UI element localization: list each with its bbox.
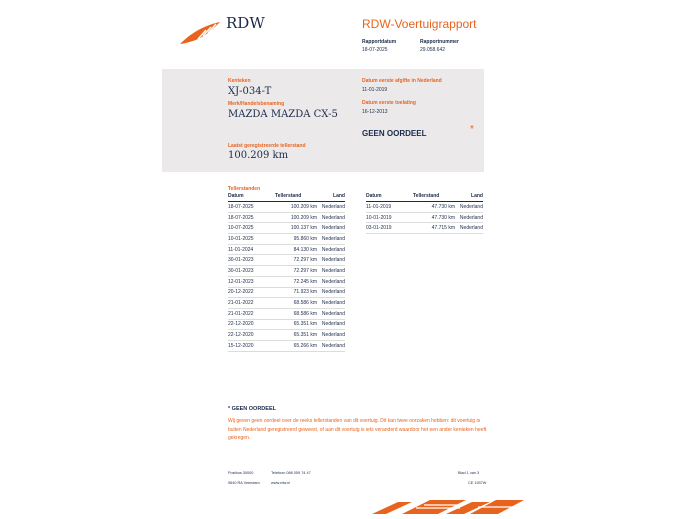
column-header-country: Land [459, 192, 483, 202]
table-row [228, 223, 345, 234]
first-admission-value: 16-12-2013 [362, 109, 388, 115]
table-row [228, 330, 345, 341]
row-date: 21-01-2022 [228, 298, 275, 309]
row-country: Nederland [321, 202, 345, 213]
footer-postcode: 9640 RA Veendam [228, 481, 260, 485]
row-date: 03-01-2019 [366, 223, 413, 234]
column-header-reading: Tellerstand [413, 192, 459, 202]
row-date: 20-12-2022 [228, 287, 275, 298]
table-row [228, 340, 345, 351]
row-reading: 65.351 km [275, 330, 321, 341]
column-header-date: Datum [228, 192, 275, 202]
table-row [228, 202, 345, 213]
report-title: RDW-Voertuigrapport [362, 17, 477, 31]
decorative-stripes-icon [368, 496, 526, 514]
row-country: Nederland [321, 330, 345, 341]
row-reading: 84.130 km [275, 244, 321, 255]
row-date: 18-07-2025 [228, 202, 275, 213]
row-date: 21-01-2022 [228, 308, 275, 319]
row-date: 11-01-2024 [228, 244, 275, 255]
row-reading: 95.860 km [275, 234, 321, 245]
row-date: 22-12-2020 [228, 319, 275, 330]
odometer-table-left [228, 192, 345, 352]
report-date-value: 18-07-2025 [362, 47, 388, 53]
plate-value: XJ-034-T [228, 86, 272, 97]
odometer-section-title: Tellerstanden [228, 186, 261, 192]
row-date: 11-01-2019 [366, 202, 413, 213]
row-country: Nederland [321, 244, 345, 255]
table-row [366, 202, 483, 213]
footer-website: www.rdw.nl [271, 481, 290, 485]
row-reading: 72.297 km [275, 255, 321, 266]
column-header-reading: Tellerstand [275, 192, 321, 202]
column-header-country: Land [321, 192, 345, 202]
row-date: 30-01-2023 [228, 255, 275, 266]
row-country: Nederland [321, 319, 345, 330]
first-nl-value: 11-01-2019 [362, 87, 388, 93]
mileage-value: 100.209 km [228, 150, 289, 161]
row-country: Nederland [459, 202, 483, 213]
table-row [228, 212, 345, 223]
column-header-date: Datum [366, 192, 413, 202]
table-row [228, 234, 345, 245]
note-title: * GEEN OORDEEL [228, 406, 276, 412]
row-reading: 47.730 km [413, 202, 459, 213]
table-row [228, 287, 345, 298]
vehicle-summary-band [162, 69, 484, 172]
row-date: 10-07-2025 [228, 223, 275, 234]
make-value: MAZDA MAZDA CX-5 [228, 109, 338, 120]
row-reading: 65.351 km [275, 319, 321, 330]
rdw-logo-icon [178, 18, 224, 48]
report-date-label: Rapportdatum [362, 39, 397, 45]
row-reading: 72.245 km [275, 276, 321, 287]
report-number-value: 29.058.642 [420, 47, 446, 53]
footer-document-code: CE 1937W [468, 481, 487, 485]
note-body: Wij geven geen oordeel over de reeks tellerstanden van dit voertuig. Dit kan twee oorzaken hebben: dit voertuig is buiten Nederland geregistreerd geweest, of aan dit voertuig is iets veranderd waardoor het een ander kenteken heeft gekregen. [228, 418, 487, 441]
odometer-table-right [366, 192, 483, 234]
make-label: Merk/Handelsbenaming [228, 101, 285, 107]
row-date: 10-01-2019 [366, 212, 413, 223]
row-country: Nederland [321, 255, 345, 266]
row-reading: 47.730 km [413, 212, 459, 223]
row-country: Nederland [459, 223, 483, 234]
row-date: 18-07-2025 [228, 212, 275, 223]
table-row [228, 298, 345, 309]
footer-phone: Telefoon 088 059 74 47 [271, 471, 311, 475]
row-reading: 65.266 km [275, 340, 321, 351]
row-date: 15-12-2020 [228, 340, 275, 351]
verdict-text: GEEN OORDEEL [362, 129, 427, 138]
row-reading: 71.923 km [275, 287, 321, 298]
row-reading: 72.297 km [275, 266, 321, 277]
table-row [228, 308, 345, 319]
row-reading: 100.209 km [275, 212, 321, 223]
table-header-row [228, 192, 345, 202]
table-row [228, 276, 345, 287]
row-country: Nederland [321, 298, 345, 309]
row-date: 30-01-2023 [228, 266, 275, 277]
row-reading: 47.715 km [413, 223, 459, 234]
row-country: Nederland [321, 223, 345, 234]
row-reading: 68.586 km [275, 308, 321, 319]
first-nl-label: Datum eerste afgifte in Nederland [362, 78, 442, 84]
row-date: 12-01-2023 [228, 276, 275, 287]
row-country: Nederland [321, 212, 345, 223]
row-country: Nederland [321, 276, 345, 287]
row-country: Nederland [321, 308, 345, 319]
row-reading: 100.209 km [275, 202, 321, 213]
table-header-row [366, 192, 483, 202]
row-country: Nederland [321, 234, 345, 245]
row-country: Nederland [459, 212, 483, 223]
report-number-label: Rapportnummer [420, 39, 459, 45]
row-reading: 100.137 km [275, 223, 321, 234]
footer-postbus: Postbus 30000 [228, 471, 254, 475]
first-admission-label: Datum eerste toelating [362, 100, 416, 106]
table-row [228, 255, 345, 266]
row-date: 22-12-2020 [228, 330, 275, 341]
mileage-label: Laatst geregistreerde tellerstand [228, 143, 306, 149]
table-row [366, 223, 483, 234]
footer-page-number: Blad 1 van 3 [458, 471, 480, 475]
row-date: 10-01-2025 [228, 234, 275, 245]
table-row [228, 266, 345, 277]
table-row [228, 319, 345, 330]
row-country: Nederland [321, 266, 345, 277]
row-country: Nederland [321, 287, 345, 298]
verdict-asterisk: * [470, 124, 474, 135]
table-row [228, 244, 345, 255]
table-row [366, 212, 483, 223]
plate-label: Kenteken [228, 78, 251, 84]
row-country: Nederland [321, 340, 345, 351]
row-reading: 68.586 km [275, 298, 321, 309]
brand-logo-text: RDW [226, 14, 265, 32]
